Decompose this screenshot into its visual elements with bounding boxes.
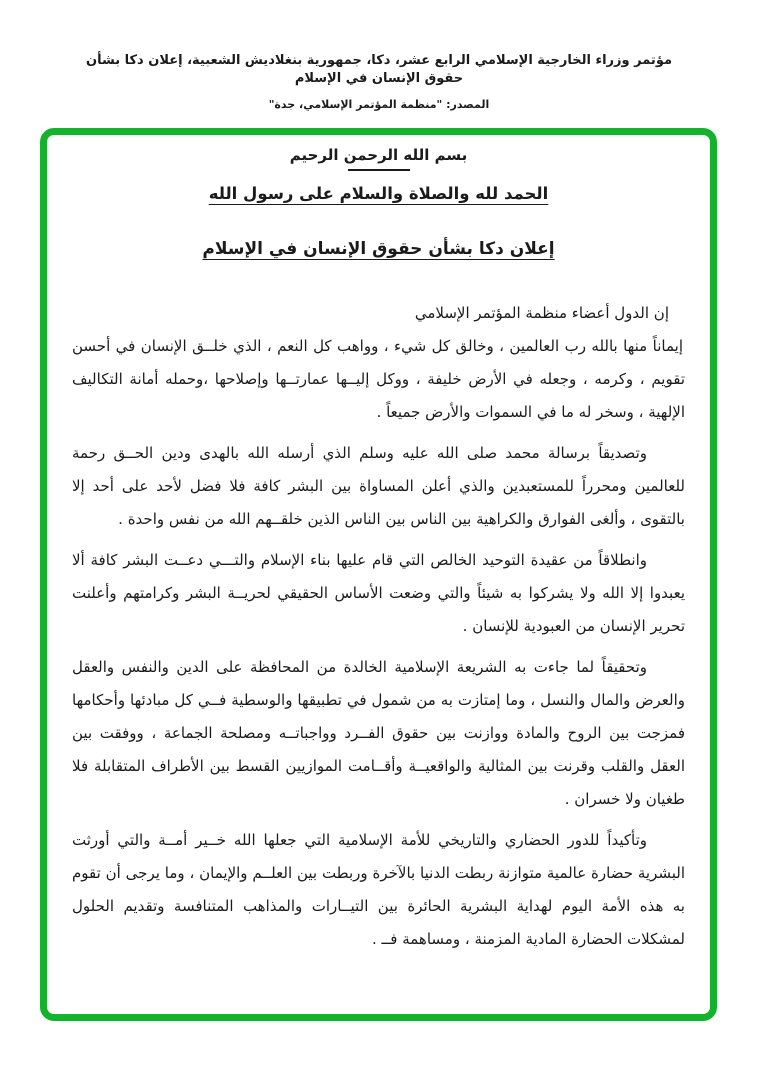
document-title: إعلان دكا بشأن حقوق الإنسان في الإسلام	[202, 239, 555, 259]
paragraph-member-states: إن الدول أعضاء منظمة المؤتمر الإسلامي	[414, 304, 669, 322]
green-border-frame	[40, 128, 717, 1021]
salutation-line: الحمد لله والصلاة والسلام على رسول الله	[208, 184, 549, 203]
document-body	[69, 297, 688, 956]
paragraph-faith-in-god: إيماناً منها بالله رب العالمين ، وخالق كل شيء ، وواهب كل النعم ، الذي خلــق الإنسان في أحسن تقويم ، وكرمه ، وجعله في الأرض خليفة ، ووكل إليــها عمارتــها وإصلاحها ،وحمله أمانة التكاليف الإلهية ، وسخر له ما في السموات والأرض جميعاً .	[72, 337, 685, 421]
document-header	[0, 52, 758, 113]
paragraph-civilizational-role: وتأكيداً للدور الحضاري والتاريخي للأمة الإسلامية التي جعلها الله خــير أمــة والتي أورثت البشرية حضارة عالمية متوازنة ربطت الدنيا بالآخرة وربطت بين العلــم والإيمان ، وما يرجى أن تقوم به هذه الأمة اليوم لهداية البشرية الحائرة بين التيــارات والمذاهب المتنافسة وتقديم الحلول لمشكلات الحضارة المادية المزمنة ، ومساهمة فــ .	[72, 831, 685, 948]
paragraph-sharia-principles: وتحقيقاً لما جاءت به الشريعة الإسلامية الخالدة من المحافظة على الدين والنفس والعقل والعرض والمال والنسل ، وما إمتازت به من شمول في تطبيقها والوسطية فــي كل مبادئها وأحكامها فمزجت بين الروح والمادة ووازنت بين حقوق الفــرد وواجباتــه ومصلحة الجماعة ، ووفقت بين العقل والقلب وقرنت بين المثالية والواقعيــة وأقــامت الموازيين القسط بين الأطراف المتقابلة فلا طغيان ولا خسران .	[72, 658, 685, 808]
divider-rule	[348, 169, 410, 171]
paragraph-muhammad-message: وتصديقاً برسالة محمد صلى الله عليه وسلم الذي أرسله الله بالهدى ودين الحــق رحمة للعالمين ومحرراً للمستعبدين والذي أعلن المساواة بين البشر كافة فلا فضل لأحد على أحد إلا بالتقوى ، وألغى الفوارق والكراهية بين الناس بين الناس الذين خلقــهم الله من نفس واحدة .	[72, 444, 685, 528]
header-source-line: المصدر: "منظمة المؤتمر الإسلامي، جدة"	[268, 98, 490, 111]
header-conference-line: مؤتمر وزراء الخارجية الإسلامي الرابع عشر، دكا، جمهورية بنغلاديش الشعبية، إعلان دكا بشأن حقوق الإنسان في الإسلام	[85, 53, 673, 86]
bismillah-clipped-line	[69, 145, 688, 164]
paragraph-tawhid-creed: وانطلاقاً من عقيدة التوحيد الخالص التي قام عليها بناء الإسلام والتـــي دعــت البشر كافة ألا يعبدوا إلا الله ولا يشركوا به شيئاً والتي وضعت الأساس الحقيقي لحريــة البشر وكرامتهم وأعلنت تحرير الإنسان من العبودية للإنسان .	[72, 551, 685, 635]
bismillah-text: بسم الله الرحمن الرحيم	[289, 146, 468, 164]
